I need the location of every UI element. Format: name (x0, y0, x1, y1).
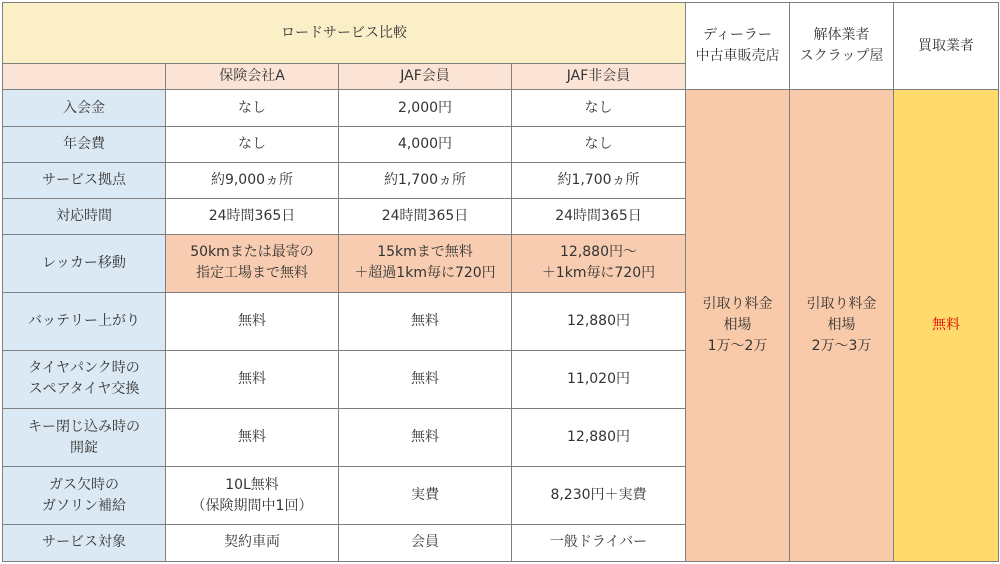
row-label-line: レッカー移動 (42, 254, 126, 271)
value-cell (166, 199, 339, 235)
value-cell (166, 292, 339, 350)
row-label (3, 409, 166, 467)
dealer-fee-line: 引取り料金 (702, 296, 773, 313)
header-provider-insurer: 保険会社A (166, 64, 339, 90)
dealer-fee-cell (686, 90, 790, 562)
value-cell (166, 126, 339, 162)
value-cell-line: 無料 (238, 312, 266, 329)
scrap-fee-line: 相場 (827, 317, 856, 334)
row-label-line: ガス欠時の (49, 476, 119, 493)
header-dealer (686, 3, 790, 90)
value-cell-line: なし (584, 135, 613, 152)
value-cell-line: 24時間365日 (381, 208, 469, 225)
value-cell-line: 約1,700ヵ所 (383, 171, 467, 188)
value-cell (339, 409, 512, 467)
value-cell-line: 一般ドライバー (549, 534, 648, 551)
value-cell-line: 50kmまたは最寄の (190, 244, 314, 261)
value-cell-line: 2,000円 (397, 99, 453, 116)
header-provider-jaf-member: JAF会員 (339, 64, 512, 90)
value-cell-line: 12,880円～ (560, 244, 637, 261)
header-scrap-line: スクラップ屋 (799, 48, 884, 65)
value-cell (512, 409, 686, 467)
row-label (3, 292, 166, 350)
row-label (3, 90, 166, 126)
value-cell-line: ＋超過1km毎に720円 (354, 265, 496, 282)
value-cell (512, 126, 686, 162)
buyer-fee-cell: 無料 (894, 90, 999, 562)
value-cell-line: 無料 (411, 312, 439, 329)
header-dealer-line: 中古車販売店 (695, 48, 780, 65)
value-cell-line: 無料 (238, 429, 266, 446)
value-cell-line: 15kmまで無料 (377, 244, 473, 261)
row-label (3, 199, 166, 235)
value-cell (339, 350, 512, 408)
row-label-line: バッテリー上がり (28, 312, 140, 329)
dealer-fee-line: 相場 (723, 317, 752, 334)
value-cell-line: 10L無料 (225, 476, 279, 493)
value-cell (166, 90, 339, 126)
comparison-rows (3, 90, 999, 562)
value-cell-line: ＋1km毎に720円 (541, 265, 656, 282)
corner-cell (3, 64, 166, 90)
row-label-line: スペアタイヤ交換 (28, 381, 140, 398)
value-cell (512, 524, 686, 561)
row-label-line: 入会金 (63, 99, 105, 116)
value-cell-line: 約9,000ヵ所 (210, 171, 294, 188)
value-cell (512, 350, 686, 408)
row-label-line: 対応時間 (56, 208, 112, 225)
value-cell-line: 無料 (411, 429, 439, 446)
value-cell (339, 467, 512, 524)
row-label-line: 年会費 (63, 135, 105, 152)
value-cell (166, 235, 339, 292)
value-cell-line: なし (584, 99, 613, 116)
value-cell-line: 無料 (411, 370, 439, 387)
value-cell (166, 524, 339, 561)
value-cell (339, 199, 512, 235)
scrap-fee-line: 2万～3万 (811, 338, 872, 355)
value-cell-line: 11,020円 (567, 370, 630, 387)
value-cell-line: 24時間365日 (555, 208, 642, 225)
road-service-comparison-table (2, 2, 999, 562)
value-cell (339, 90, 512, 126)
value-cell (339, 162, 512, 198)
header-scrap-line: 解体業者 (813, 27, 870, 44)
row-label (3, 350, 166, 408)
value-cell-line: 実費 (411, 487, 439, 504)
value-cell (512, 162, 686, 198)
value-cell (512, 292, 686, 350)
header-dealer-line: ディーラー (703, 27, 772, 44)
value-cell (512, 199, 686, 235)
value-cell-line: 8,230円＋実費 (550, 487, 647, 504)
value-cell (512, 90, 686, 126)
value-cell-line: 契約車両 (224, 534, 280, 551)
header-scrap (790, 3, 894, 90)
row-label (3, 235, 166, 292)
value-cell-line: 指定工場まで無料 (196, 265, 308, 282)
value-cell-line: 12,880円 (567, 312, 630, 329)
table-row (3, 90, 999, 126)
value-cell-line: 24時間365日 (208, 208, 296, 225)
value-cell-line: なし (238, 99, 266, 116)
value-cell (339, 292, 512, 350)
value-cell-line: 無料 (238, 370, 266, 387)
value-cell (166, 467, 339, 524)
row-label-line: ガソリン補給 (42, 497, 126, 514)
value-cell-line: 12,880円 (567, 429, 630, 446)
row-label-line: サービス対象 (42, 534, 126, 551)
row-label (3, 126, 166, 162)
row-label-line: 開錠 (70, 439, 98, 456)
row-label-line: タイヤパンク時の (28, 360, 140, 377)
value-cell-line: なし (238, 135, 266, 152)
value-cell-line: 4,000円 (397, 135, 453, 152)
value-cell-line: （保険期間中1回） (191, 497, 313, 514)
value-cell (339, 235, 512, 292)
value-cell (339, 126, 512, 162)
row-label (3, 162, 166, 198)
value-cell-line: 会員 (411, 534, 439, 551)
dealer-fee-line: 1万～2万 (707, 338, 768, 355)
scrap-fee-cell (790, 90, 894, 562)
value-cell (512, 467, 686, 524)
row-label-line: サービス拠点 (42, 171, 126, 188)
header-buyer: 買取業者 (894, 3, 999, 90)
value-cell (512, 235, 686, 292)
value-cell-line: 約1,700ヵ所 (557, 171, 640, 188)
value-cell (166, 409, 339, 467)
row-label (3, 524, 166, 561)
scrap-fee-line: 引取り料金 (806, 296, 877, 313)
header-provider-jaf-nonmember: JAF非会員 (512, 64, 686, 90)
row-label (3, 467, 166, 524)
value-cell (166, 350, 339, 408)
table-title: ロードサービス比較 (3, 3, 686, 64)
row-label-line: キー閉じ込み時の (28, 418, 140, 435)
value-cell (166, 162, 339, 198)
value-cell (339, 524, 512, 561)
